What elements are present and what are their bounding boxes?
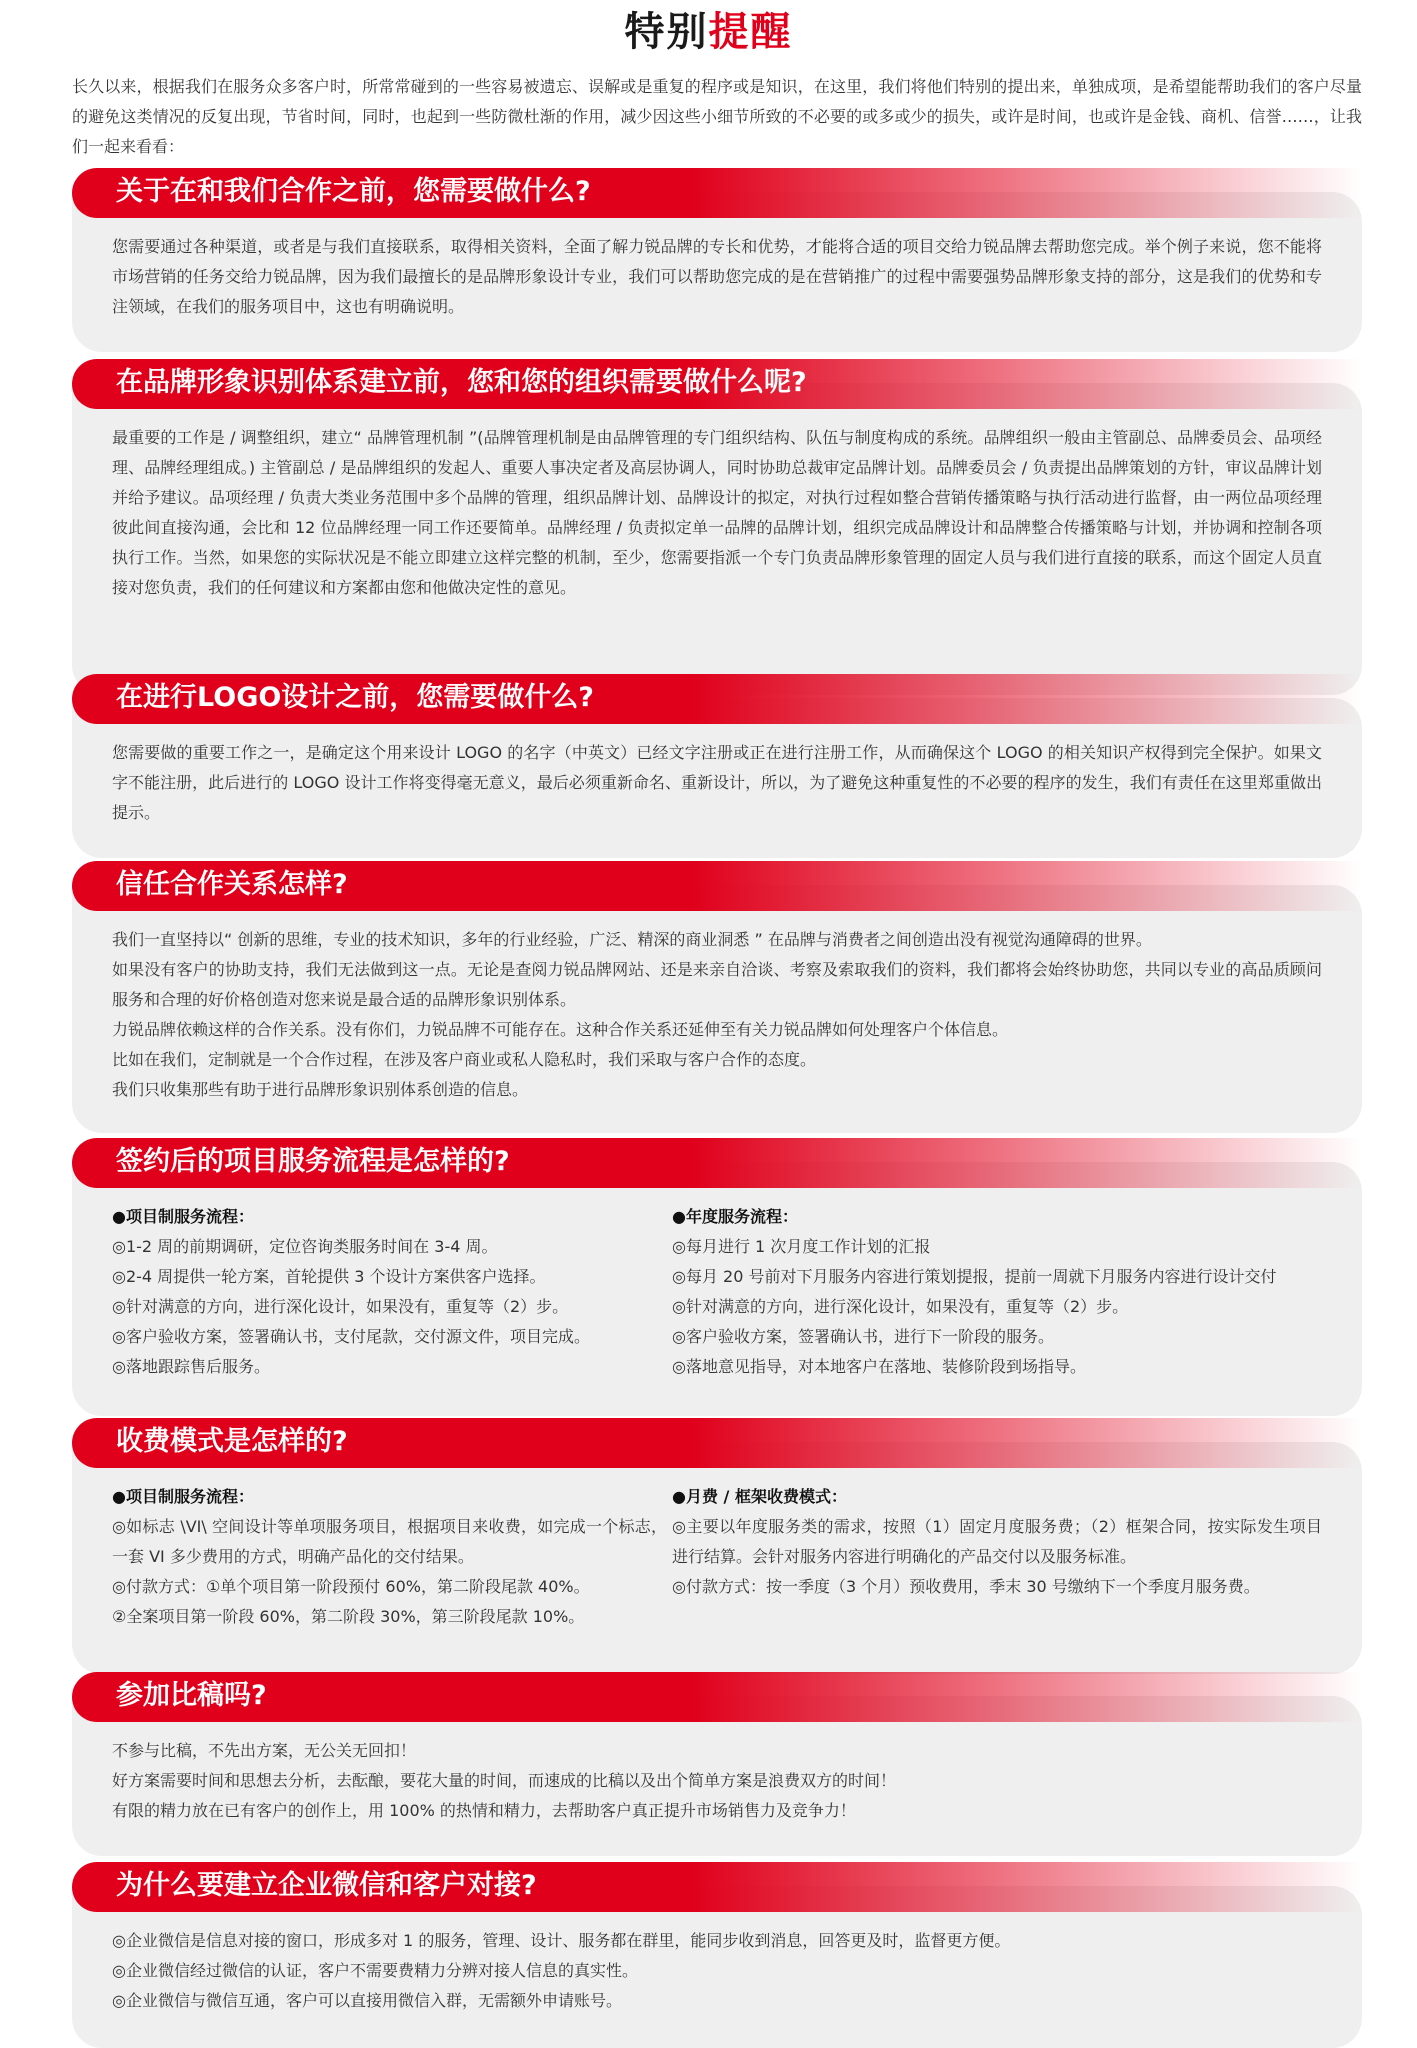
flow-step: ◎落地跟踪售后服务。 <box>112 1357 270 1376</box>
section-paragraph: ◎企业微信经过微信的认证，客户不需要费精力分辨对接人信息的真实性。 <box>112 1961 638 1980</box>
section-fee-model <box>72 1418 1362 1674</box>
section-heading: 在品牌形象识别体系建立前，您和您的组织需要做什么呢? <box>116 367 807 398</box>
section-header-bar <box>72 1672 1362 1722</box>
section-heading: 签约后的项目服务流程是怎样的? <box>116 1146 510 1177</box>
section-paragraph: 我们一直坚持以“ 创新的思维，专业的技术知识，多年的行业经验，广泛、精深的商业洞悉 ” 在品牌与消费者之间创造出没有视觉沟通障碍的世界。 <box>112 930 1152 949</box>
flow-step: ◎针对满意的方向，进行深化设计，如果没有，重复等（2）步。 <box>112 1297 569 1316</box>
section-header-bar <box>72 1418 1362 1468</box>
section-heading: 参加比稿吗? <box>116 1680 267 1711</box>
section-brand-identity-prep <box>72 359 1362 695</box>
section-service-flow <box>72 1138 1362 1416</box>
section-paragraph: 如果没有客户的协助支持，我们无法做到这一点。无论是查阅力锐品牌网站、还是来亲自洽谈、考察及索取我们的资料，我们都将会始终协助您，共同以专业的高品质顾问服务和合理的好价格创造对您来说是最合适的品牌形象识别体系。 <box>112 960 1322 1009</box>
flow-step: ◎落地意见指导，对本地客户在落地、装修阶段到场指导。 <box>672 1357 1086 1376</box>
section-paragraph: 您需要通过各种渠道，或者是与我们直接联系，取得相关资料，全面了解力锐品牌的专长和优势，才能将合适的项目交给力锐品牌去帮助您完成。举个例子来说，您不能将市场营销的任务交给力锐品牌，因为我们最擅长的是品牌形象设计专业，我们可以帮助您完成的是在营销推广的过程中需要强势品牌形象支持的部分，这是我们的优势和专注领域，在我们的服务项目中，这也有明确说明。 <box>112 237 1322 316</box>
section-content-panel <box>72 885 1362 1133</box>
section-heading: 在进行LOGO设计之前，您需要做什么? <box>116 682 594 713</box>
section-paragraph: 力锐品牌依赖这样的合作关系。没有你们，力锐品牌不可能存在。这种合作关系还延伸至有关力锐品牌如何处理客户个体信息。 <box>112 1020 1009 1039</box>
section-header-bar <box>72 1138 1362 1188</box>
flow-step: ◎客户验收方案，签署确认书，支付尾款，交付源文件，项目完成。 <box>112 1327 590 1346</box>
section-header-bar <box>72 674 1362 724</box>
section-heading: 关于在和我们合作之前，您需要做什么? <box>116 176 591 207</box>
section-paragraph: ◎企业微信是信息对接的窗口，形成多对 1 的服务，管理、设计、服务都在群里，能同步收到消息，回答更及时，监督更方便。 <box>112 1931 1011 1950</box>
section-before-cooperation <box>72 168 1362 352</box>
section-header-bar <box>72 359 1362 409</box>
section-paragraph: 比如在我们，定制就是一个合作过程，在涉及客户商业或私人隐私时，我们采取与客户合作的态度。 <box>112 1050 817 1069</box>
section-header-bar <box>72 1862 1362 1912</box>
flow-step: ◎1-2 周的前期调研，定位咨询类服务时间在 3-4 周。 <box>112 1237 498 1256</box>
annual-flow-column <box>672 1202 1322 1382</box>
flow-step: ◎针对满意的方向，进行深化设计，如果没有，重复等（2）步。 <box>672 1297 1129 1316</box>
page-title-accent: 提醒 <box>708 9 793 55</box>
two-column-layout <box>112 1482 1322 1632</box>
fee-item: ◎主要以年度服务类的需求，按照（1）固定月度服务费；（2）框架合同，按实际发生项目进行结算。会针对服务内容进行明确化的产品交付以及服务标准。 <box>672 1517 1322 1566</box>
section-logo-prep <box>72 674 1362 858</box>
intro-paragraph: 长久以来，根据我们在服务众多客户时，所常常碰到的一些容易被遗忘、误解或是重复的程序或是知识，在这里，我们将他们特别的提出来，单独成项，是希望能帮助我们的客户尽量的避免这类情况的反复出现，节省时间，同时，也起到一些防微杜渐的作用，减少因这些小细节所致的不必要的或多或少的损失，或许是时间，也或许是金钱、商机、信誉……，让我们一起来看看： <box>72 77 1362 156</box>
section-content-panel <box>72 383 1362 695</box>
section-paragraph: 不参与比稿，不先出方案，无公关无回扣！ <box>112 1741 417 1760</box>
section-paragraph: 好方案需要时间和思想去分析，去酝酿，要花大量的时间，而速成的比稿以及出个简单方案是浪费双方的时间！ <box>112 1771 897 1790</box>
section-header-bar <box>72 861 1362 911</box>
two-column-layout <box>112 1202 1322 1382</box>
section-content-panel <box>72 1162 1362 1416</box>
monthly-fee-column <box>672 1482 1322 1632</box>
section-paragraph: 有限的精力放在已有客户的创作上，用 100% 的热情和精力，去帮助客户真正提升市场销售力及竞争力！ <box>112 1801 856 1820</box>
column-title: ●年度服务流程： <box>672 1207 798 1226</box>
fee-item: ②全案项目第一阶段 60%，第二阶段 30%，第三阶段尾款 10%。 <box>112 1607 585 1626</box>
section-paragraph: 您需要做的重要工作之一，是确定这个用来设计 LOGO 的名字（中英文）已经文字注册或正在进行注册工作，从而确保这个 LOGO 的相关知识产权得到完全保护。如果文字不能注册，此后进行的 LOGO 设计工作将变得毫无意义，最后必须重新命名、重新设计，所以，为了避免这种重复性的不必要的程序的发生，我们有责任在这里郑重做出提示。 <box>112 743 1322 822</box>
project-fee-column <box>112 1482 672 1632</box>
section-header-bar <box>72 168 1362 218</box>
section-content-panel <box>72 1442 1362 1674</box>
column-title: ●月费 / 框架收费模式： <box>672 1487 847 1506</box>
project-flow-column <box>112 1202 672 1382</box>
section-wework <box>72 1862 1362 2048</box>
section-paragraph: ◎企业微信与微信互通，客户可以直接用微信入群，无需额外申请账号。 <box>112 1991 622 2010</box>
section-heading: 为什么要建立企业微信和客户对接? <box>116 1870 537 1901</box>
fee-item: ◎付款方式：①单个项目第一阶段预付 60%，第二阶段尾款 40%。 <box>112 1577 590 1596</box>
column-title: ●项目制服务流程： <box>112 1487 254 1506</box>
flow-step: ◎2-4 周提供一轮方案，首轮提供 3 个设计方案供客户选择。 <box>112 1267 546 1286</box>
page-title-main: 特别 <box>624 9 709 55</box>
section-trust-relationship <box>72 861 1362 1133</box>
section-heading: 收费模式是怎样的? <box>116 1426 348 1457</box>
flow-step: ◎客户验收方案，签署确认书，进行下一阶段的服务。 <box>672 1327 1054 1346</box>
section-paragraph: 我们只收集那些有助于进行品牌形象识别体系创造的信息。 <box>112 1080 529 1099</box>
fee-item: ◎付款方式：按一季度（3 个月）预收费用，季末 30 号缴纳下一个季度月服务费。 <box>672 1577 1260 1596</box>
section-heading: 信任合作关系怎样? <box>116 869 348 900</box>
fee-item: ◎如标志 \VI\ 空间设计等单项服务项目，根据项目来收费，如完成一个标志，一套 VI 多少费用的方式，明确产品化的交付结果。 <box>112 1517 667 1566</box>
section-paragraph: 最重要的工作是 / 调整组织，建立“ 品牌管理机制 ”(品牌管理机制是由品牌管理的专门组织结构、队伍与制度构成的系统。品牌组织一般由主管副总、品牌委员会、品项经理、品牌经理组成。) 主管副总 / 是品牌组织的发起人、重要人事决定者及高层协调人，同时协助总裁审定品牌计划。品牌委员会 / 负责提出品牌策划的方针，审议品牌计划并给予建议。品项经理 / 负责大类业务范围中多个品牌的管理，组织品牌计划、品牌设计的拟定，对执行过程如整合营销传播策略与执行活动进行监督，由一两位品项经理彼此间直接沟通，会比和 12 位品牌经理一同工作还要简单。品牌经理 / 负责拟定单一品牌的品牌计划，组织完成品牌设计和品牌整合传播策略与计划，并协调和控制各项执行工作。当然，如果您的实际状况是不能立即建立这样完整的机制，至少，您需要指派一个专门负责品牌形象管理的固定人员与我们进行直接的联系，而这个固定人员直接对您负责，我们的任何建议和方案都由您和他做决定性的意见。 <box>112 428 1322 597</box>
flow-step: ◎每月 20 号前对下月服务内容进行策划提报，提前一周就下月服务内容进行设计交付 <box>672 1267 1277 1286</box>
section-pitch <box>72 1672 1362 1856</box>
page-title <box>0 4 1417 60</box>
column-title: ●项目制服务流程： <box>112 1207 254 1226</box>
flow-step: ◎每月进行 1 次月度工作计划的汇报 <box>672 1237 931 1256</box>
